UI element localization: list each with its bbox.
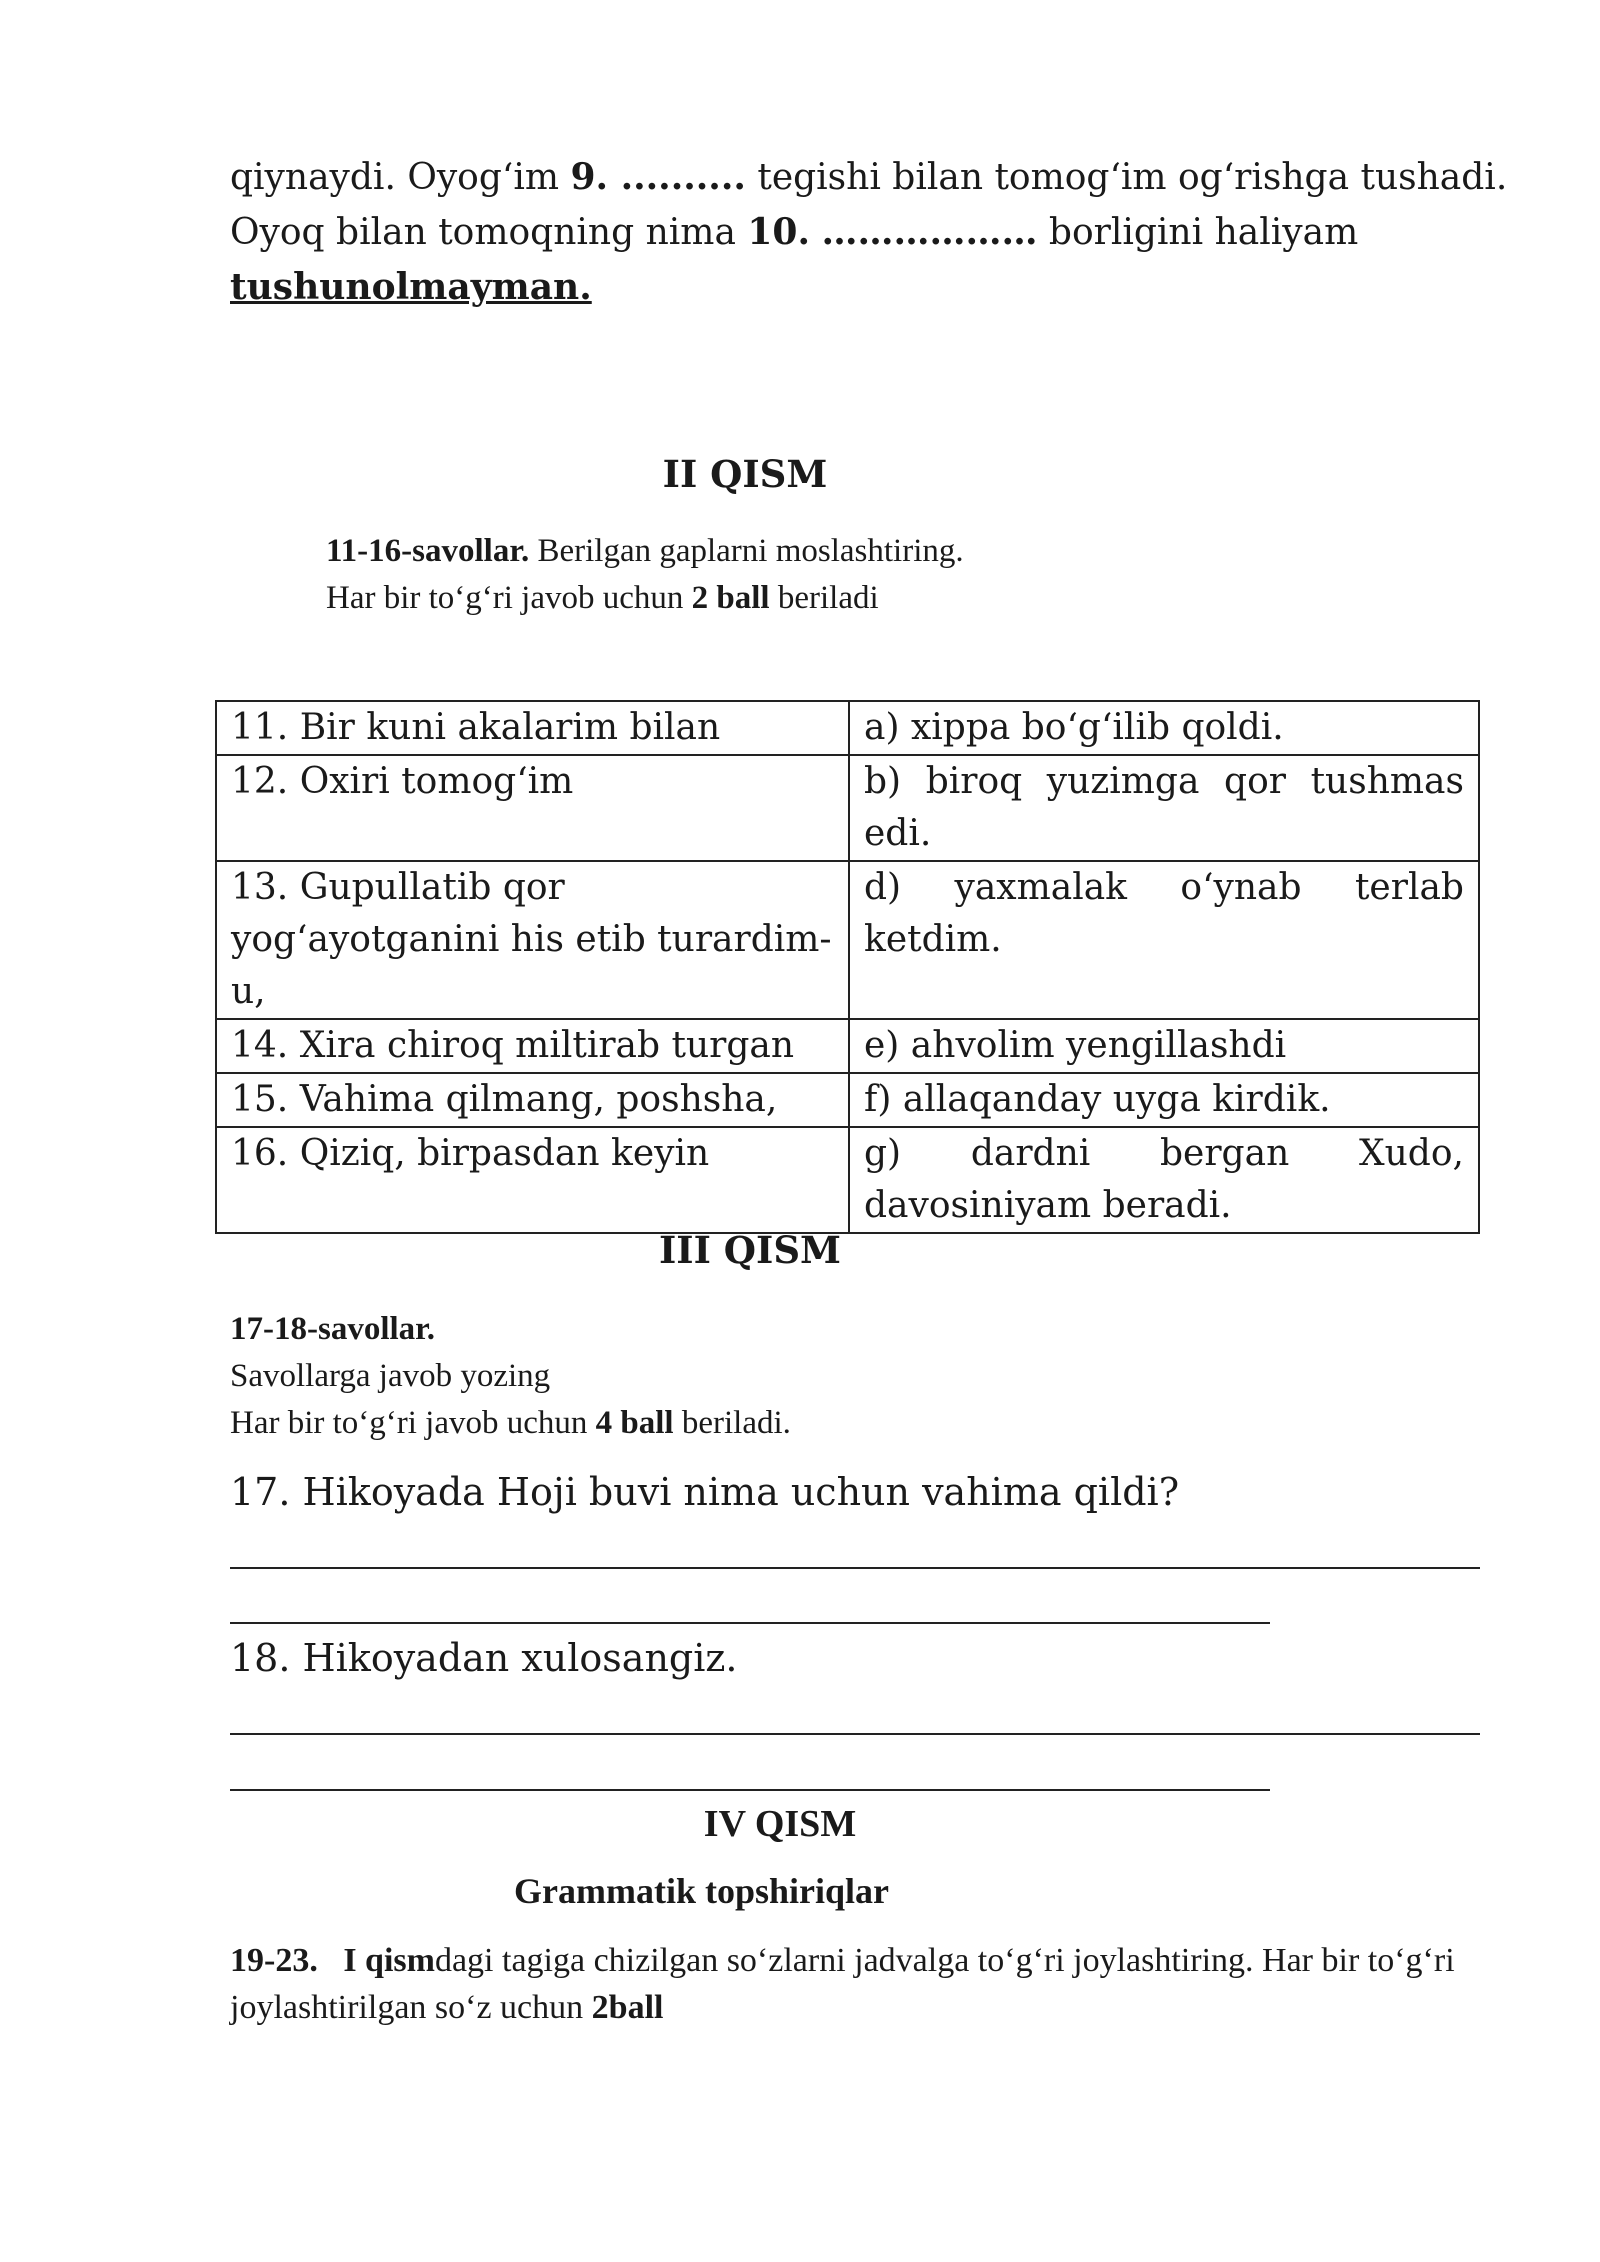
table-cell-left: 15. Vahima qilmang, poshsha,	[216, 1073, 849, 1127]
table-cell-right: f) allaqanday uyga kirdik.	[849, 1073, 1479, 1127]
blank-dots-9: ..........	[608, 156, 746, 198]
table-cell-right: a) xippa bo‘g‘ilib qoldi.	[849, 701, 1479, 755]
question-18: 18. Hikoyadan xulosangiz.	[230, 1636, 738, 1680]
intro-text: qiynaydi. Oyog‘im	[230, 157, 571, 198]
part3-scoring-text-end: beriladi.	[673, 1405, 791, 1441]
intro-word: tomoqning	[438, 212, 635, 253]
intro-paragraph	[230, 150, 1508, 315]
intro-word: nima	[645, 212, 736, 253]
blank-dots-10: ………………	[821, 211, 1038, 253]
table-cell-right: d) yaxmalak o‘ynab terlab ketdim.	[849, 861, 1479, 1019]
table-row	[216, 701, 1479, 755]
intro-word: Oyoq	[230, 212, 325, 253]
intro-word: bilan	[336, 212, 427, 253]
intro-word: haliyam	[1214, 212, 1359, 253]
table-cell-left: 16. Qiziq, birpasdan keyin	[216, 1127, 849, 1233]
table-row	[216, 1019, 1479, 1073]
table-cell-left: 11. Bir kuni akalarim bilan	[216, 701, 849, 755]
part3-question-range: 17-18-savollar.	[230, 1311, 436, 1347]
part3-heading: III QISM	[658, 1228, 842, 1272]
underlined-word: tushunolmayman.	[230, 266, 592, 308]
intro-line-1	[230, 150, 1508, 205]
answer-line[interactable]	[230, 1622, 1270, 1624]
table-cell-left: 13. Gupullatib qor yog‘ayotganini his etib turardim-u,	[216, 861, 849, 1019]
table-row	[216, 1073, 1479, 1127]
part2-scoring-points: 2 ball	[691, 580, 770, 616]
table-row	[216, 861, 1479, 1019]
part2-instruction-text: Berilgan gaplarni moslashtiring.	[529, 533, 964, 569]
part4-task-number: 19-23.	[230, 1942, 318, 1979]
part4-task	[230, 1937, 1492, 2031]
table-row	[216, 755, 1479, 861]
part3-instruction-text: Savollarga javob yozing	[230, 1358, 551, 1394]
blank-number-9: 9.	[570, 156, 609, 198]
part3-scoring-points: 4 ball	[595, 1405, 674, 1441]
blank-number-10: 10.	[747, 211, 811, 253]
part2-scoring-text: Har bir to‘g‘ri javob uchun	[326, 580, 692, 616]
table-cell-right: b) biroq yuzimga qor tushmas edi.	[849, 755, 1479, 861]
part3-instructions	[230, 1306, 791, 1447]
part4-subheading: Grammatik topshiriqlar	[514, 1871, 889, 1911]
part3-scoring-text: Har bir to‘g‘ri javob uchun	[230, 1405, 596, 1441]
table-cell-left: 14. Xira chiroq miltirab turgan	[216, 1019, 849, 1073]
matching-table	[215, 700, 1480, 1234]
part2-scoring-text-end: beriladi	[769, 580, 879, 616]
part2-heading: II QISM	[662, 452, 828, 496]
table-cell-left: 12. Oxiri tomog‘im	[216, 755, 849, 861]
part2-instructions	[326, 528, 964, 622]
part4-heading: IV QISM	[703, 1803, 857, 1845]
table-row	[216, 1127, 1479, 1233]
part4-task-text: dagi tagiga chizilgan so‘zlarni jadvalga to‘g‘ri joylashtiring. Har bir to‘g‘ri joylashtirilgan so‘z uchun	[230, 1942, 1455, 2026]
part2-question-range: 11-16-savollar.	[326, 533, 530, 569]
table-cell-right: e) ahvolim yengillashdi	[849, 1019, 1479, 1073]
intro-line-2	[230, 205, 1492, 260]
answer-line[interactable]	[230, 1789, 1270, 1791]
answer-line[interactable]	[230, 1733, 1480, 1735]
intro-word: borligini	[1048, 212, 1204, 253]
table-cell-right: g) dardni bergan Xudo, davosiniyam beradi.	[849, 1127, 1479, 1233]
part4-task-points: 2ball	[591, 1989, 664, 2026]
answer-line[interactable]	[230, 1567, 1480, 1569]
part4-task-reference: I qism	[343, 1942, 435, 1979]
intro-text: tegishi bilan tomog‘im og‘rishga tushadi.	[745, 157, 1508, 198]
question-17: 17. Hikoyada Hoji buvi nima uchun vahima qildi?	[230, 1470, 1180, 1514]
